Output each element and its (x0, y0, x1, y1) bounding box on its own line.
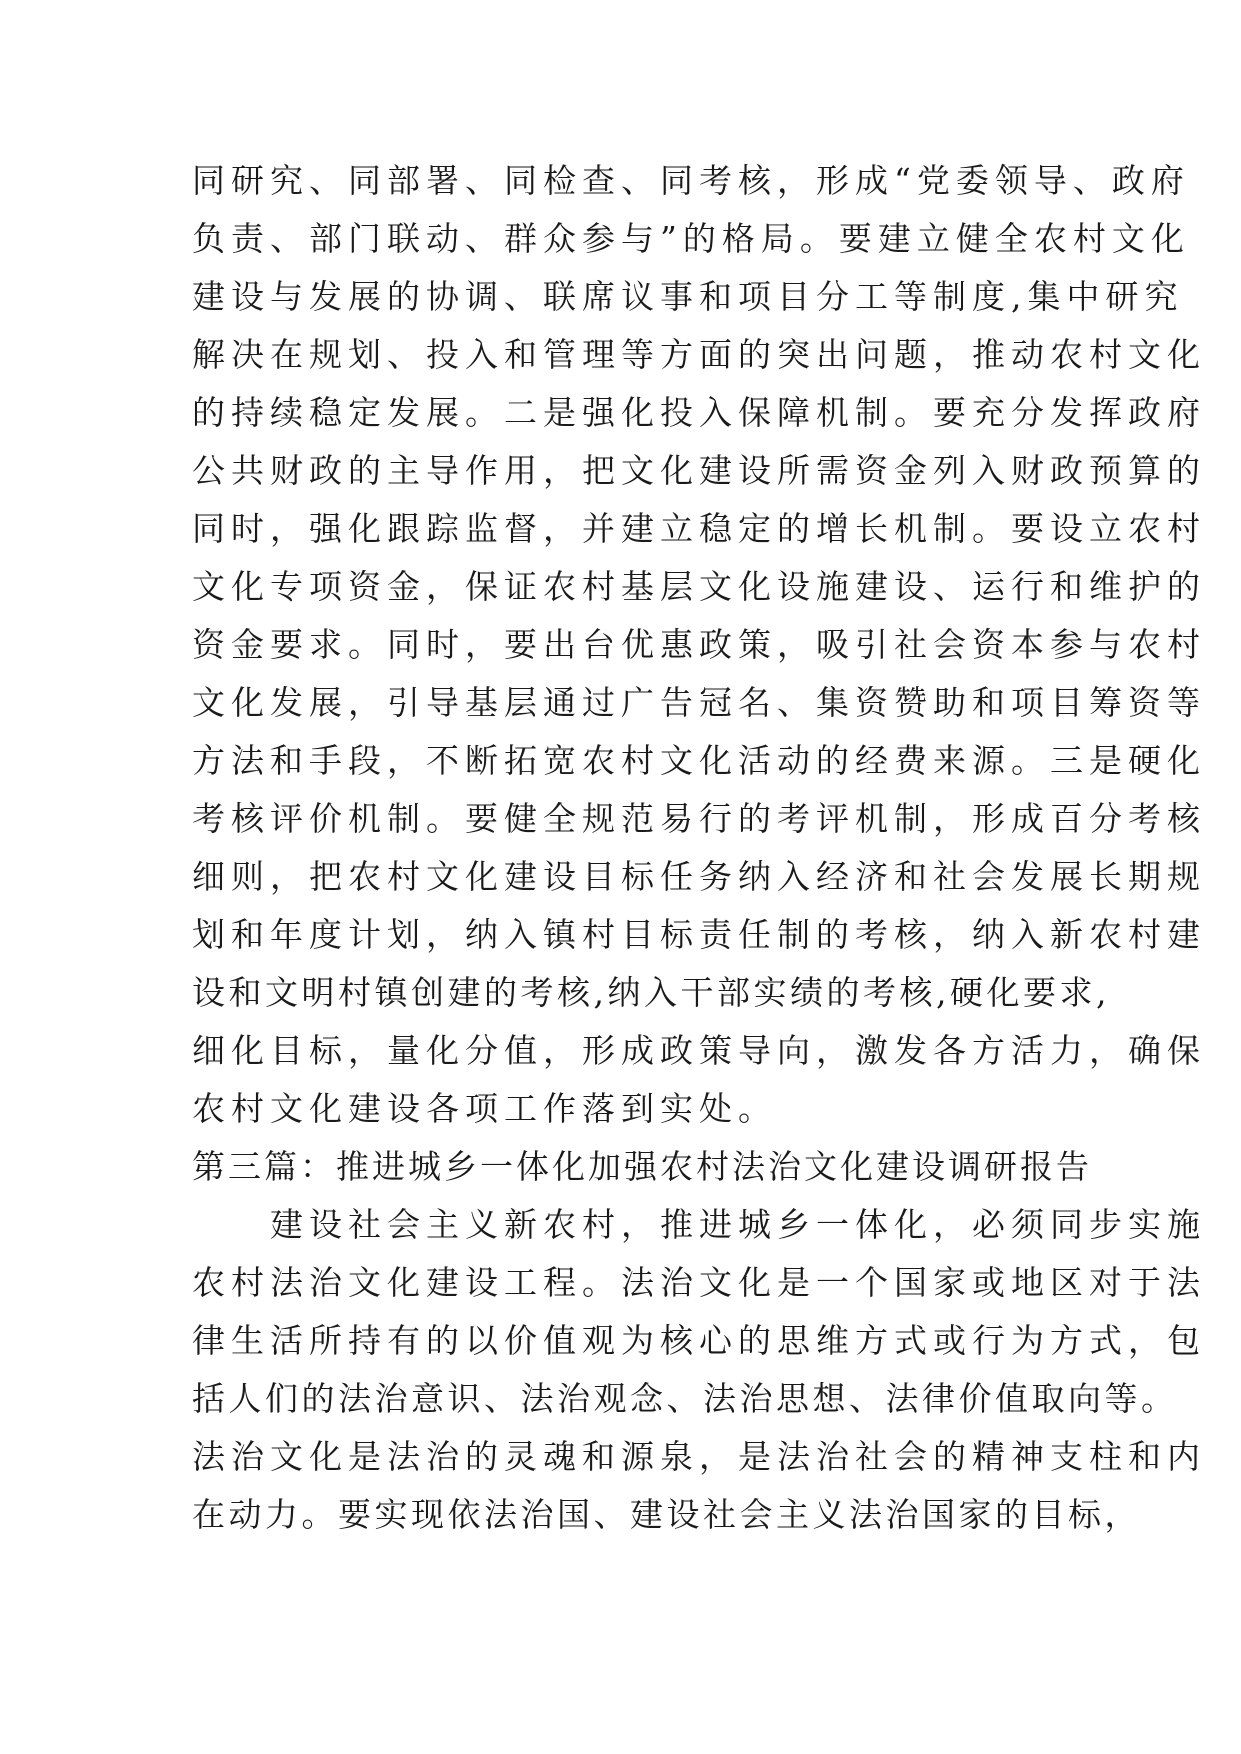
text-line: 资金要求。同时，要出台优惠政策，吸引社会资本参与农村 (192, 625, 1206, 664)
text-line: 农村文化建设各项工作落到实处。 (192, 1089, 777, 1128)
text-line: 划和年度计划，纳入镇村目标责任制的考核，纳入新农村建 (192, 915, 1206, 954)
text-line: 在动力。要实现依法治国、建设社会主义法治国家的目标， (192, 1495, 1141, 1534)
text-line: 细则，把农村文化建设目标任务纳入经济和社会发展长期规 (192, 857, 1206, 896)
text-line: 负责、部门联动、群众参与”的格局。要建立健全农村文化 (192, 219, 1190, 258)
text-line: 同时，强化跟踪监督，并建立稳定的增长机制。要设立农村 (192, 509, 1206, 548)
text-line: 方法和手段，不断拓宽农村文化活动的经费来源。三是硬化 (192, 741, 1206, 780)
text-line: 律生活所持有的以价值观为核心的思维方式或行为方式，包 (192, 1321, 1206, 1360)
text-line: 法治文化是法治的灵魂和源泉，是法治社会的精神支柱和内 (192, 1437, 1206, 1476)
paragraph-first-line: 建设社会主义新农村，推进城乡一体化，必须同步实施 (192, 1205, 1206, 1244)
text-line: 同研究、同部署、同检查、同考核，形成“党委领导、政府 (192, 161, 1190, 200)
text-line: 括人们的法治意识、法治观念、法治思想、法律价值取向等。 (192, 1379, 1178, 1418)
section-heading: 第三篇：推进城乡一体化加强农村法治文化建设调研报告 (192, 1147, 1092, 1186)
text-line: 设和文明村镇创建的考核,纳入干部实绩的考核,硬化要求, (192, 973, 1110, 1012)
text-line: 考核评价机制。要健全规范易行的考评机制，形成百分考核 (192, 799, 1206, 838)
text-line: 的持续稳定发展。二是强化投入保障机制。要充分发挥政府 (192, 393, 1206, 432)
text-line: 文化专项资金，保证农村基层文化设施建设、运行和维护的 (192, 567, 1206, 606)
text-line: 农村法治文化建设工程。法治文化是一个国家或地区对于法 (192, 1263, 1206, 1302)
document-body (192, 152, 1206, 1544)
text-line: 建设与发展的协调、联席议事和项目分工等制度,集中研究 (192, 277, 1184, 316)
text-line: 公共财政的主导作用，把文化建设所需资金列入财政预算的 (192, 451, 1206, 490)
text-line: 解决在规划、投入和管理等方面的突出问题，推动农村文化 (192, 335, 1206, 374)
text-line: 文化发展，引导基层通过广告冠名、集资赞助和项目筹资等 (192, 683, 1206, 722)
text-line: 细化目标，量化分值，形成政策导向，激发各方活力，确保 (192, 1031, 1206, 1070)
